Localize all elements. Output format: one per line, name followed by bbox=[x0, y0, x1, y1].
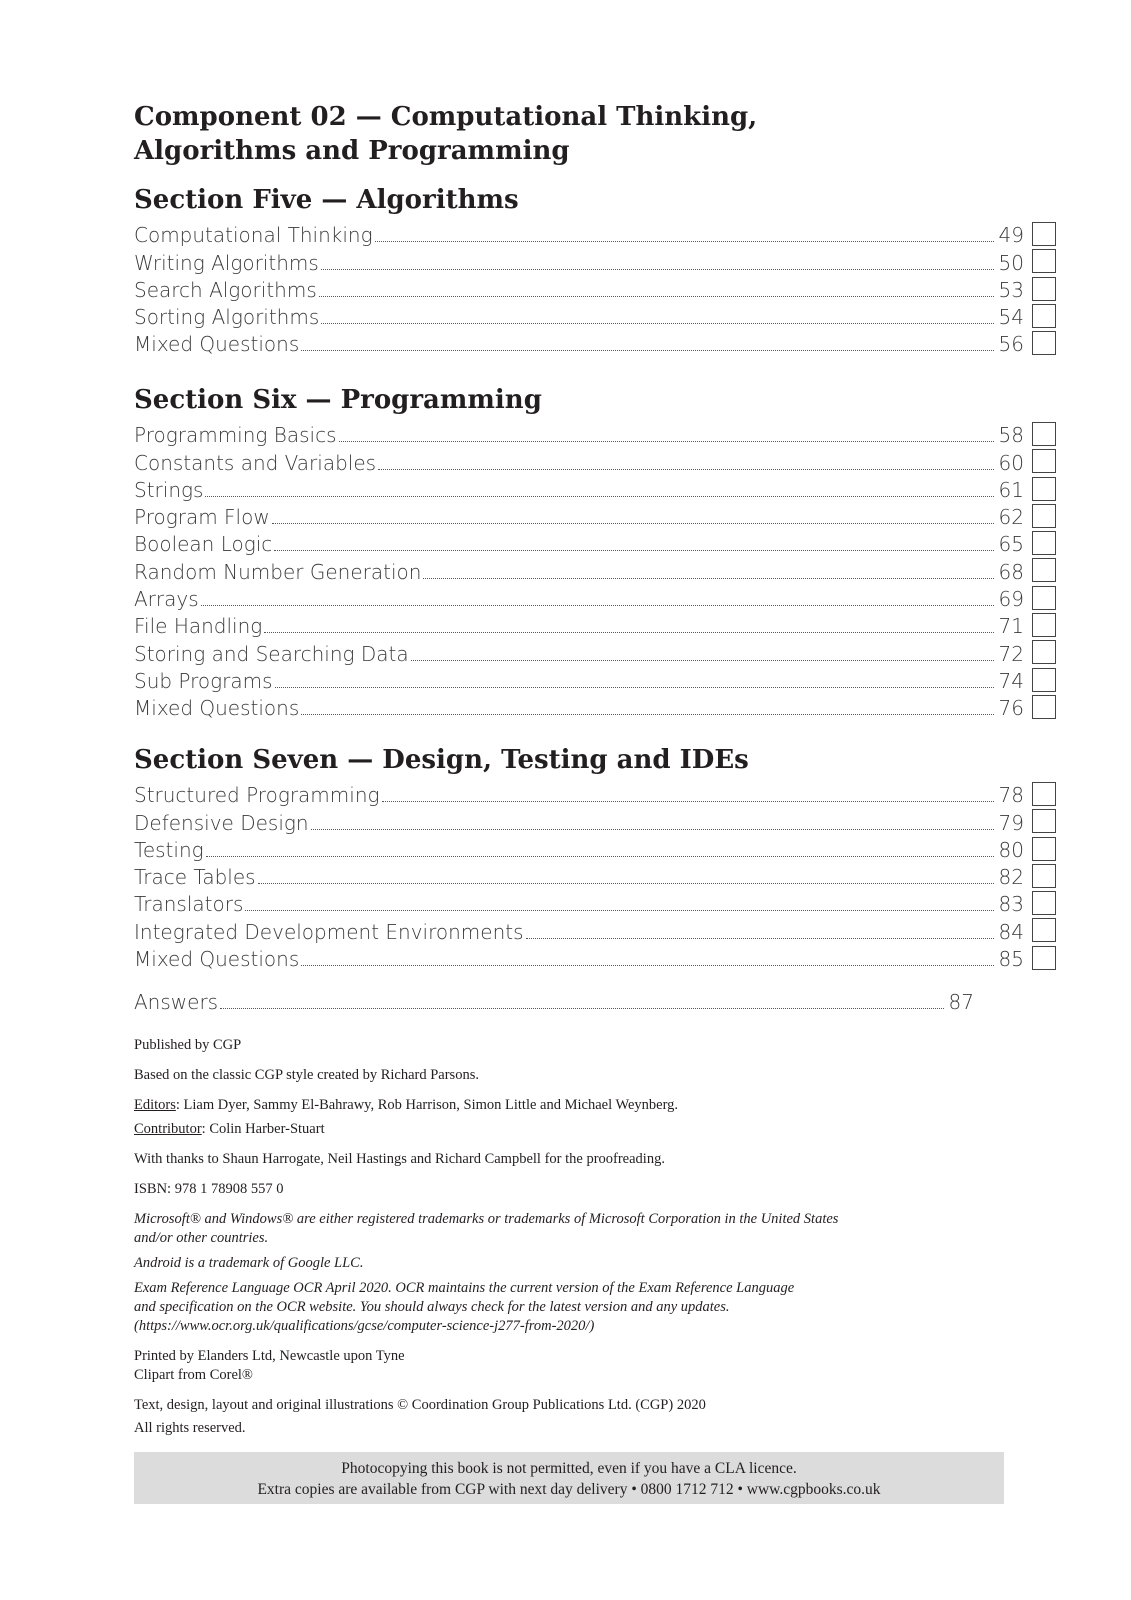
dot-leader bbox=[301, 714, 994, 715]
toc-entry[interactable] bbox=[134, 667, 1024, 694]
toc-entry-label: Defensive Design bbox=[134, 810, 309, 835]
section-six bbox=[134, 383, 1024, 721]
dot-leader bbox=[272, 523, 994, 524]
toc-entry[interactable] bbox=[134, 639, 1024, 666]
toc-entry-label: Writing Algorithms bbox=[134, 250, 319, 275]
toc-entry-page: 74 bbox=[998, 668, 1024, 693]
toc-entry-page: 54 bbox=[998, 305, 1024, 330]
progress-checkbox[interactable] bbox=[1032, 809, 1056, 833]
contributor-name: : Colin Harber-Stuart bbox=[201, 1121, 325, 1137]
toc-entry-page: 82 bbox=[998, 865, 1024, 890]
isbn: ISBN: 978 1 78908 557 0 bbox=[134, 1181, 284, 1197]
dot-leader bbox=[319, 296, 994, 297]
answers-entry[interactable] bbox=[134, 988, 974, 1015]
component-title-line-2: Algorithms and Programming bbox=[134, 136, 570, 166]
toc-entry[interactable] bbox=[134, 694, 1024, 721]
photocopy-notice-banner bbox=[134, 1452, 1004, 1504]
dot-leader bbox=[321, 323, 994, 324]
toc-entry-page: 84 bbox=[998, 919, 1024, 944]
toc-entry[interactable] bbox=[134, 808, 1024, 835]
progress-checkbox[interactable] bbox=[1032, 531, 1056, 555]
toc-entry-label: Integrated Development Environments bbox=[134, 919, 524, 944]
copyright-line-1: Text, design, layout and original illustrations © Coordination Group Publications Ltd. (CGP) 2020 bbox=[134, 1397, 706, 1413]
toc-entry-page: 80 bbox=[998, 837, 1024, 862]
ocr-note-line-3: (https://www.ocr.org.uk/qualifications/gcse/computer-science-j277-from-2020/) bbox=[134, 1318, 595, 1334]
toc-entry-page: 72 bbox=[998, 641, 1024, 666]
toc-entry-label: Random Number Generation bbox=[134, 559, 422, 584]
progress-checkbox[interactable] bbox=[1032, 695, 1056, 719]
editors-label: Editors bbox=[134, 1097, 176, 1113]
contributor-label: Contributor bbox=[134, 1121, 202, 1137]
dot-leader bbox=[321, 269, 994, 270]
toc-entry-label: Mixed Questions bbox=[134, 332, 300, 357]
answers-page: 87 bbox=[948, 990, 974, 1015]
toc-entry[interactable] bbox=[134, 330, 1024, 357]
toc-entry[interactable] bbox=[134, 476, 1024, 503]
dot-leader bbox=[411, 660, 994, 661]
toc-entry[interactable] bbox=[134, 503, 1024, 530]
toc-entry[interactable] bbox=[134, 945, 1024, 972]
toc-entry-label: Sorting Algorithms bbox=[134, 305, 320, 330]
dot-leader bbox=[220, 1008, 944, 1009]
toc-entry[interactable] bbox=[134, 557, 1024, 584]
toc-entry-page: 61 bbox=[998, 477, 1024, 502]
dot-leader bbox=[258, 883, 994, 884]
toc-entry-label: Trace Tables bbox=[134, 865, 256, 890]
progress-checkbox[interactable] bbox=[1032, 331, 1056, 355]
section-seven bbox=[134, 743, 1024, 972]
toc-entry-page: 49 bbox=[998, 223, 1024, 248]
toc-entry-page: 78 bbox=[998, 783, 1024, 808]
toc-entry-page: 65 bbox=[998, 532, 1024, 557]
clipart-credit: Clipart from Corel® bbox=[134, 1367, 253, 1383]
toc-entry-page: 76 bbox=[998, 696, 1024, 721]
toc-entry[interactable] bbox=[134, 303, 1024, 330]
progress-checkbox[interactable] bbox=[1032, 449, 1056, 473]
progress-checkbox[interactable] bbox=[1032, 613, 1056, 637]
toc-entry-label: Computational Thinking bbox=[134, 223, 373, 248]
progress-checkbox[interactable] bbox=[1032, 304, 1056, 328]
toc-entry[interactable] bbox=[134, 248, 1024, 275]
section-five bbox=[134, 183, 1024, 357]
toc-entry[interactable] bbox=[134, 276, 1024, 303]
toc-entry-label: Search Algorithms bbox=[134, 277, 317, 302]
toc-entry-page: 60 bbox=[998, 450, 1024, 475]
toc-entry[interactable] bbox=[134, 917, 1024, 944]
dot-leader bbox=[245, 910, 994, 911]
toc-entry[interactable] bbox=[134, 585, 1024, 612]
section-title: Section Five — Algorithms bbox=[134, 185, 519, 215]
dot-leader bbox=[311, 829, 994, 830]
toc-entry-label: Mixed Questions bbox=[134, 947, 300, 972]
editors-line bbox=[134, 1096, 974, 1115]
toc-entry[interactable] bbox=[134, 781, 1024, 808]
progress-checkbox[interactable] bbox=[1032, 668, 1056, 692]
progress-checkbox[interactable] bbox=[1032, 640, 1056, 664]
progress-checkbox[interactable] bbox=[1032, 277, 1056, 301]
toc-entry-label: Constants and Variables bbox=[134, 450, 377, 475]
thanks: With thanks to Shaun Harrogate, Neil Hastings and Richard Campbell for the proofreading. bbox=[134, 1151, 665, 1167]
android-trademark: Android is a trademark of Google LLC. bbox=[134, 1255, 364, 1271]
progress-checkbox[interactable] bbox=[1032, 249, 1056, 273]
toc-entry-label: Sub Programs bbox=[134, 668, 273, 693]
toc-entry-page: 68 bbox=[998, 559, 1024, 584]
based-on: Based on the classic CGP style created by Richard Parsons. bbox=[134, 1067, 479, 1083]
toc-entry-label: Testing bbox=[134, 837, 204, 862]
toc-entry-label: File Handling bbox=[134, 614, 263, 639]
dot-leader bbox=[275, 687, 994, 688]
toc-entry-label: Program Flow bbox=[134, 505, 270, 530]
component-title-line-1: Component 02 — Computational Thinking, bbox=[134, 102, 758, 132]
toc-entry-page: 50 bbox=[998, 250, 1024, 275]
progress-checkbox[interactable] bbox=[1032, 222, 1056, 246]
toc-entry[interactable] bbox=[134, 421, 1024, 448]
toc-entry-label: Mixed Questions bbox=[134, 696, 300, 721]
dot-leader bbox=[206, 856, 994, 857]
progress-checkbox[interactable] bbox=[1032, 837, 1056, 861]
progress-checkbox[interactable] bbox=[1032, 504, 1056, 528]
dot-leader bbox=[274, 550, 994, 551]
progress-checkbox[interactable] bbox=[1032, 477, 1056, 501]
toc-entry[interactable] bbox=[134, 890, 1024, 917]
toc-entry-label: Structured Programming bbox=[134, 783, 380, 808]
toc-entry-label: Strings bbox=[134, 477, 204, 502]
component-title bbox=[134, 100, 1034, 168]
dot-leader bbox=[339, 441, 994, 442]
progress-checkbox[interactable] bbox=[1032, 782, 1056, 806]
dot-leader bbox=[382, 801, 995, 802]
toc-entry[interactable] bbox=[134, 836, 1024, 863]
toc-entry-page: 56 bbox=[998, 332, 1024, 357]
contributor-line bbox=[134, 1120, 974, 1139]
toc-entry-label: Programming Basics bbox=[134, 423, 337, 448]
printed-by: Printed by Elanders Ltd, Newcastle upon Tyne bbox=[134, 1348, 405, 1364]
toc-entry-label: Boolean Logic bbox=[134, 532, 273, 557]
toc-entry-label: Translators bbox=[134, 892, 244, 917]
microsoft-trademark-line-1: Microsoft® and Windows® are either registered trademarks or trademarks of Microsoft Corporation in the United States bbox=[134, 1211, 839, 1227]
contact-line: Extra copies are available from CGP with next day delivery • 0800 1712 712 • www.cgpbooks.co.uk bbox=[257, 1481, 881, 1498]
toc-entry[interactable] bbox=[134, 448, 1024, 475]
toc-entry-page: 62 bbox=[998, 505, 1024, 530]
toc-entry-label: Storing and Searching Data bbox=[134, 641, 409, 666]
progress-checkbox[interactable] bbox=[1032, 864, 1056, 888]
toc-entry-page: 83 bbox=[998, 892, 1024, 917]
dot-leader bbox=[301, 350, 994, 351]
answers-label: Answers bbox=[134, 990, 219, 1015]
ocr-note-line-2: and specification on the OCR website. You should always check for the latest version and any updates. bbox=[134, 1299, 730, 1315]
toc-entry-page: 79 bbox=[998, 810, 1024, 835]
dot-leader bbox=[378, 469, 994, 470]
toc-entry[interactable] bbox=[134, 530, 1024, 557]
toc-entry-page: 85 bbox=[998, 947, 1024, 972]
toc-entry-page: 71 bbox=[998, 614, 1024, 639]
microsoft-trademark-line-2: and/or other countries. bbox=[134, 1230, 269, 1246]
progress-checkbox[interactable] bbox=[1032, 918, 1056, 942]
toc-entry-page: 53 bbox=[998, 277, 1024, 302]
dot-leader bbox=[201, 605, 994, 606]
dot-leader bbox=[301, 965, 994, 966]
published-by: Published by CGP bbox=[134, 1037, 242, 1053]
imprint bbox=[134, 1036, 974, 1438]
toc-entry[interactable] bbox=[134, 612, 1024, 639]
progress-checkbox[interactable] bbox=[1032, 891, 1056, 915]
dot-leader bbox=[205, 496, 994, 497]
dot-leader bbox=[375, 241, 994, 242]
copyright-line-2: All rights reserved. bbox=[134, 1420, 246, 1436]
editors-names: : Liam Dyer, Sammy El-Bahrawy, Rob Harrison, Simon Little and Michael Weynberg. bbox=[175, 1097, 679, 1113]
progress-checkbox[interactable] bbox=[1032, 422, 1056, 446]
section-title: Section Seven — Design, Testing and IDEs bbox=[134, 745, 749, 775]
dot-leader bbox=[423, 578, 994, 579]
dot-leader bbox=[264, 632, 994, 633]
toc-entry[interactable] bbox=[134, 863, 1024, 890]
section-title: Section Six — Programming bbox=[134, 385, 542, 415]
progress-checkbox[interactable] bbox=[1032, 558, 1056, 582]
toc-entry-page: 58 bbox=[998, 423, 1024, 448]
progress-checkbox[interactable] bbox=[1032, 946, 1056, 970]
ocr-note-line-1: Exam Reference Language OCR April 2020. OCR maintains the current version of the Exam Reference Language bbox=[134, 1280, 795, 1296]
toc-entry-page: 69 bbox=[998, 587, 1024, 612]
toc-entry-label: Arrays bbox=[134, 587, 199, 612]
progress-checkbox[interactable] bbox=[1032, 586, 1056, 610]
photocopy-notice: Photocopying this book is not permitted, even if you have a CLA licence. bbox=[341, 1460, 797, 1477]
toc-entry[interactable] bbox=[134, 221, 1024, 248]
dot-leader bbox=[526, 938, 994, 939]
